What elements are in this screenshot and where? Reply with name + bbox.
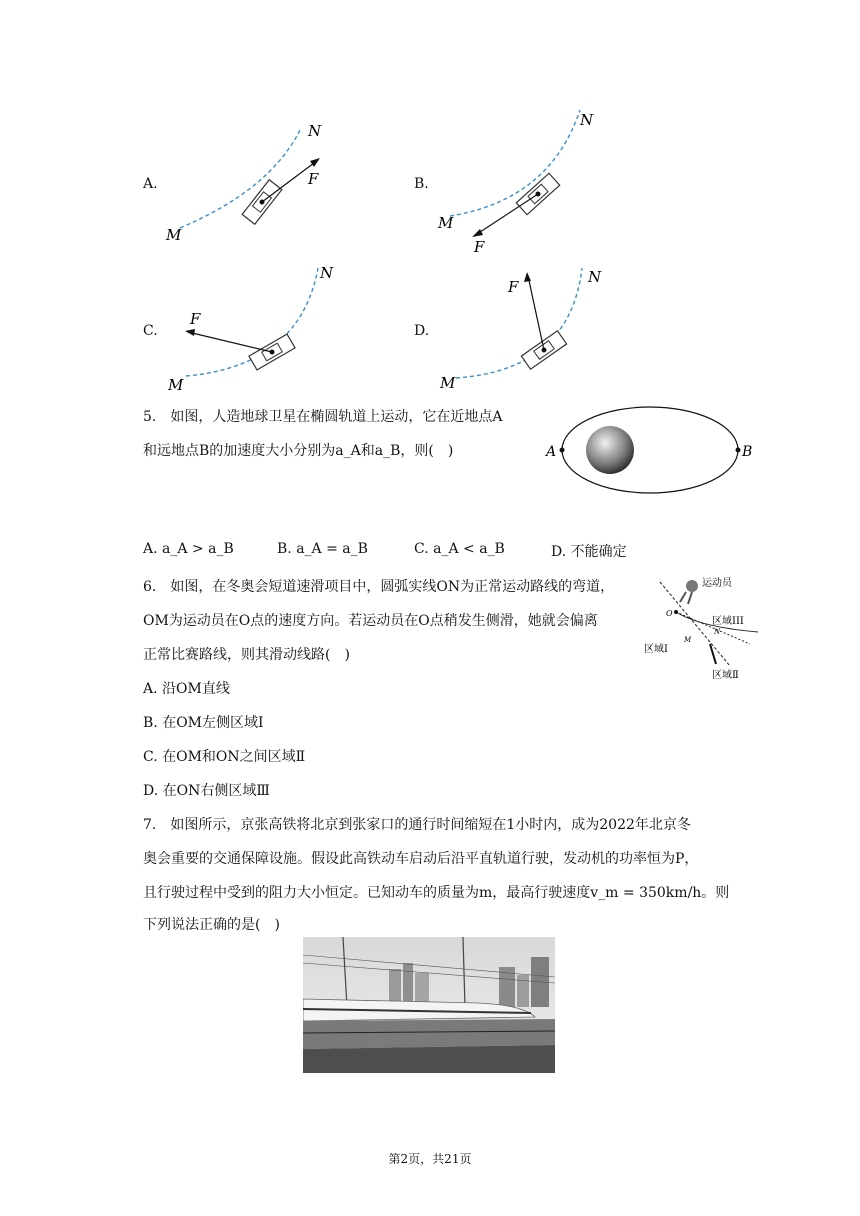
q5-orbit-figure [540,402,760,500]
page-footer: 第2页，共21页 [388,1152,472,1166]
q4-figure-b [430,100,630,260]
q4-figure-d [430,260,630,400]
q4-option-b-label: B. [414,176,429,192]
q7-stem-line3: 且行驶过程中受到的阻力大小恒定。已知动车的质量为m，最高行驶速度v_m = 350km/h。则 [143,885,730,901]
q6-option-c: C. 在OM和ON之间区域Ⅱ [143,749,306,765]
q6-option-d: D. 在ON右侧区域Ⅲ [143,783,270,799]
q4-b-n: N [580,111,594,129]
q6-skating-figure [640,572,762,684]
q5-option-d: D. 不能确定 [551,544,627,560]
q4-c-f: F [190,310,201,328]
q4-a-m: M [166,226,182,244]
q4-option-d-label: D. [414,323,430,339]
q6-fig-zone3: 区域III [712,616,744,627]
q5-option-b: B. a_A = a_B [277,541,368,557]
q4-figure-a [160,110,360,250]
q5-stem-line1: 5. 如图，人造地球卫星在椭圆轨道上运动，它在近地点A [143,409,503,425]
q6-fig-athlete: 运动员 [702,578,732,589]
q7-stem-line1: 7. 如图所示，京张高铁将北京到张家口的通行时间缩短在1小时内，成为2022年北京冬 [143,817,691,833]
q4-d-f: F [508,278,519,296]
q7-stem-line4: 下列说法正确的是( ) [143,917,280,933]
q6-fig-o: O [666,609,673,618]
q4-option-c-label: C. [143,323,158,339]
q5-fig-a: A [546,444,557,460]
q4-c-m: M [168,376,184,394]
q6-fig-n: N [714,628,721,636]
q6-fig-zone1: 区域Ⅰ [644,644,668,655]
q4-option-a-label: A. [143,176,158,192]
q6-option-a: A. 沿OM直线 [143,681,230,697]
q7-stem-line2: 奥会重要的交通保障设施。假设此高铁动车启动后沿平直轨道行驶，发动机的功率恒为P， [143,851,699,867]
q4-a-f: F [308,170,319,188]
q6-stem-line1: 6. 如图，在冬奥会短道速滑项目中，圆弧实线ON为正常运动路线的弯道， [143,579,615,595]
q6-stem-line2: OM为运动员在O点的速度方向。若运动员在O点稍发生侧滑，她就会偏离 [143,613,598,629]
q4-d-m: M [440,374,456,392]
q4-a-n: N [308,122,322,140]
q4-figure-c [160,260,360,400]
q6-option-b: B. 在OM左侧区域Ⅰ [143,715,264,731]
q5-stem-line2: 和远地点B的加速度大小分别为a_A和a_B，则( ) [143,443,454,459]
q7-train-photo [303,937,555,1073]
q6-fig-zone2: 区域Ⅱ [712,670,739,681]
q6-stem-line3: 正常比赛路线，则其滑动线路( ) [143,647,350,663]
q5-option-a: A. a_A > a_B [143,541,234,557]
q4-b-m: M [438,214,454,232]
q5-fig-b: B [742,444,753,460]
q6-fig-m: M [684,636,692,644]
q5-option-c: C. a_A < a_B [414,541,505,557]
q4-b-f: F [474,238,485,256]
q4-d-n: N [588,268,602,286]
q4-c-n: N [320,264,334,282]
